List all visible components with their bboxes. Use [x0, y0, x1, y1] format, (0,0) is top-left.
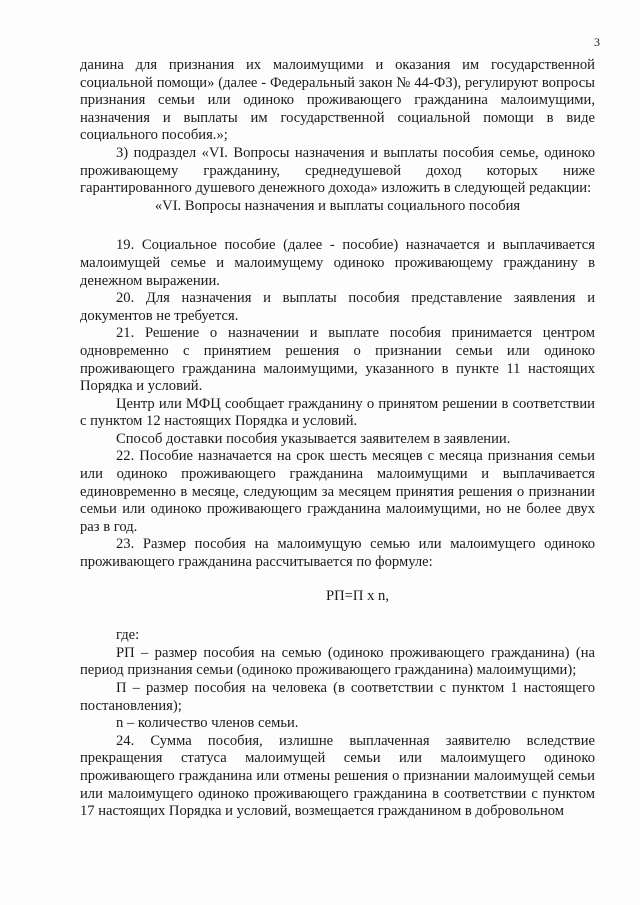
paragraph-continuation: данина для признания их малоимущими и оказания им государственной социальной помощи» (далее - Федеральный закон № 44-ФЗ), регулируют вопросы признания семьи или одиноко проживающего гражданина малоимущими, назначения и выплаты им государственной социальной помощи в виде социального пособия.»; [80, 57, 595, 144]
page-number: 3 [594, 35, 600, 49]
formula: РП=П х n, [326, 587, 389, 604]
spacer [80, 215, 595, 237]
paragraph-22: 22. Пособие назначается на срок шесть месяцев с месяца признания семьи или одиноко проживающего гражданина малоимущими и выплачивается единовременно в месяце, следующим за месяцем принятия решения о признании семьи или одиноко проживающего гражданина малоимущими, но не более двух раз в год. [80, 448, 595, 535]
paragraph-23: 23. Размер пособия на малоимущую семью или малоимущего одиноко проживающего гражданина рассчитывается по формуле: [80, 536, 595, 571]
paragraph-20: 20. Для назначения и выплаты пособия представление заявления и документов не требуется. [80, 290, 595, 324]
paragraph-where: где: [116, 627, 140, 644]
paragraph-delivery: Способ доставки пособия указывается заявителем в заявлении. [116, 430, 511, 447]
paragraph-19: 19. Социальное пособие (далее - пособие) назначается и выплачивается малоимущей семье и малоимущему одиноко проживающему гражданину в денежном выражении. [80, 237, 595, 289]
definition-n: n – количество членов семьи. [116, 715, 299, 732]
paragraph-mfc: Центр или МФЦ сообщает гражданину о принятом решении в соответствии с пунктом 12 настоящих Порядка и условий. [80, 395, 595, 430]
spacer [80, 572, 595, 588]
definition-p: П – размер пособия на человека (в соответствии с пунктом 1 настоящего постановления); [80, 680, 595, 714]
definition-rp: РП – размер пособия на семью (одиноко проживающего гражданина) (на период признания семьи (одиноко проживающего гражданина) малоимущими); [80, 644, 595, 679]
paragraph-24: 24. Сумма пособия, излишне выплаченная заявителю вследствие прекращения статуса малоимущей семьи или малоимущего одиноко проживающего гражданина или отмены решения о признании малоимущей семьи или малоимущего одиноко проживающего гражданина в соответствии с пунктом 17 настоящих Порядка и условий, возмещается гражданином в добровольном [80, 732, 595, 820]
paragraph-item-3: 3) подраздел «VI. Вопросы назначения и выплаты пособия семье, одиноко проживающему гражданину, среднедушевой доход которых ниже гарантированного душевого денежного дохода» изложить в следующей редакции: [80, 144, 595, 197]
section-heading: «VI. Вопросы назначения и выплаты социального пособия [154, 197, 521, 214]
paragraph-21: 21. Решение о назначении и выплате пособия принимается центром одновременно с принятием решения о признании семьи или одиноко проживающего гражданина малоимущими, указанного в пункте 11 настоящих Порядка и условий. [80, 325, 595, 395]
spacer [80, 605, 595, 627]
document-body [80, 57, 595, 821]
